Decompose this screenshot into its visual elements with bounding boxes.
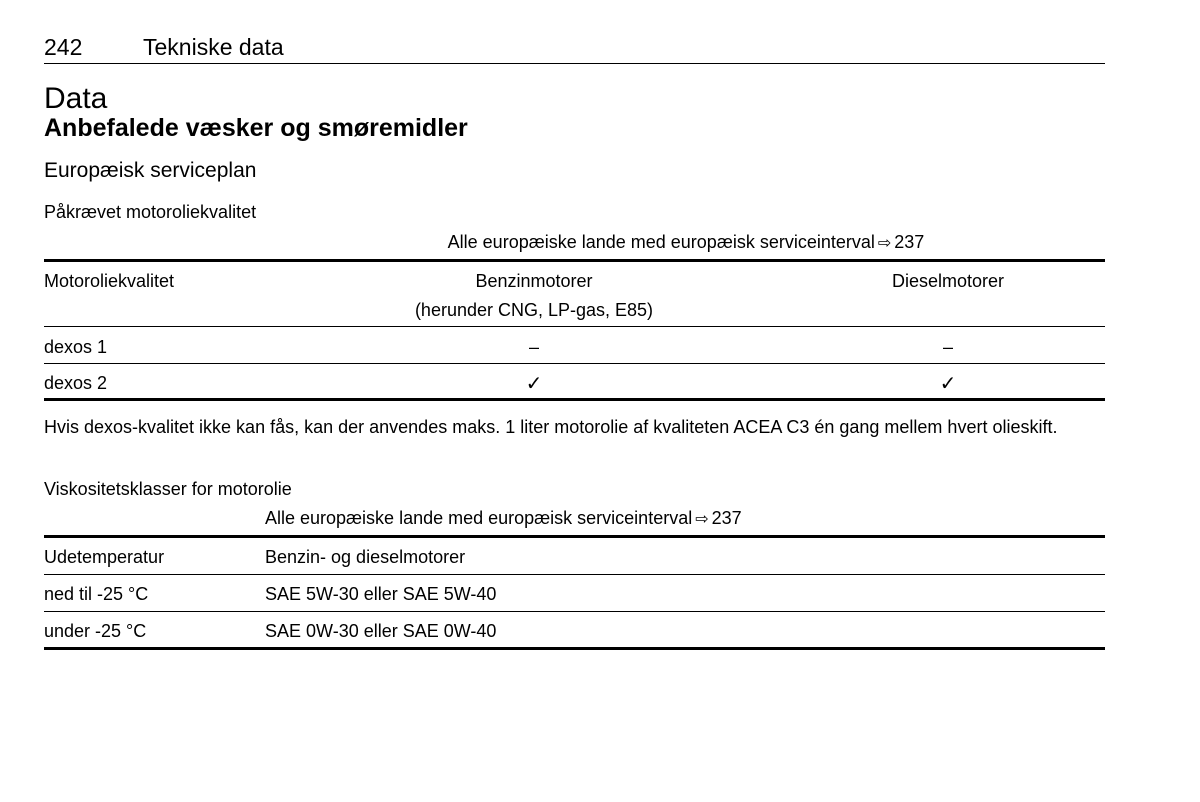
page-reference[interactable]: 237 <box>894 232 925 252</box>
table-rule <box>44 398 1105 401</box>
row-temperature-2: under -25 °C <box>44 621 147 641</box>
heading-data: Data <box>44 82 108 115</box>
superheader-text: Alle europæiske lande med europæisk serviceinterval <box>447 232 875 252</box>
col-header-temperature: Udetemperatur <box>44 547 165 567</box>
table-rule <box>44 259 1105 262</box>
row-grade-1: SAE 5W-30 eller SAE 5W-40 <box>265 584 497 604</box>
table-rule <box>44 647 1105 650</box>
row-grade-2: SAE 0W-30 eller SAE 0W-40 <box>265 621 497 641</box>
table-rule <box>44 363 1105 364</box>
col-header-petrol: Benzinmotorer <box>475 271 593 291</box>
col-header-quality: Motoroliekvalitet <box>44 271 175 291</box>
table-rule <box>44 535 1105 538</box>
table-rule <box>44 326 1105 327</box>
page-reference[interactable]: 237 <box>711 508 742 528</box>
col-header-engines: Benzin- og dieselmotorer <box>265 547 466 567</box>
arrow-reference-icon[interactable]: ⇨ <box>877 235 892 252</box>
dexos2-petrol-check-icon: ✓ <box>525 373 543 395</box>
section-title: Tekniske data <box>143 34 284 60</box>
header-rule <box>44 63 1105 64</box>
page-number: 242 <box>44 34 83 60</box>
dexos2-diesel-check-icon: ✓ <box>939 373 957 395</box>
superheader-text: Alle europæiske lande med europæisk serviceinterval <box>265 508 693 528</box>
row-name-dexos1: dexos 1 <box>44 337 108 357</box>
viscosity-superheader <box>265 508 742 529</box>
arrow-reference-icon[interactable]: ⇨ <box>695 511 709 528</box>
dexos1-petrol-value: – <box>528 337 539 357</box>
col-header-petrol-sub: (herunder CNG, LP-gas, E85) <box>414 300 654 320</box>
row-temperature-1: ned til -25 °C <box>44 584 149 604</box>
table-rule <box>44 574 1105 575</box>
dexos1-diesel-value: – <box>942 337 953 357</box>
table-rule <box>44 611 1105 612</box>
heading-fluids: Anbefalede væsker og smøremidler <box>44 114 468 142</box>
note-paragraph: Hvis dexos-kvalitet ikke kan fås, kan der anvendes maks. 1 liter motorolie af kvaliteten ACEA C3 én gang mellem hvert olieskift. <box>44 417 1058 437</box>
viscosity-title: Viskositetsklasser for motorolie <box>44 479 292 499</box>
heading-service-plan: Europæisk serviceplan <box>44 159 257 182</box>
col-header-diesel: Dieselmotorer <box>891 271 1005 291</box>
row-name-dexos2: dexos 2 <box>44 373 108 393</box>
oil-quality-title: Påkrævet motoroliekvalitet <box>44 202 257 222</box>
oil-quality-superheader <box>0 232 1200 253</box>
